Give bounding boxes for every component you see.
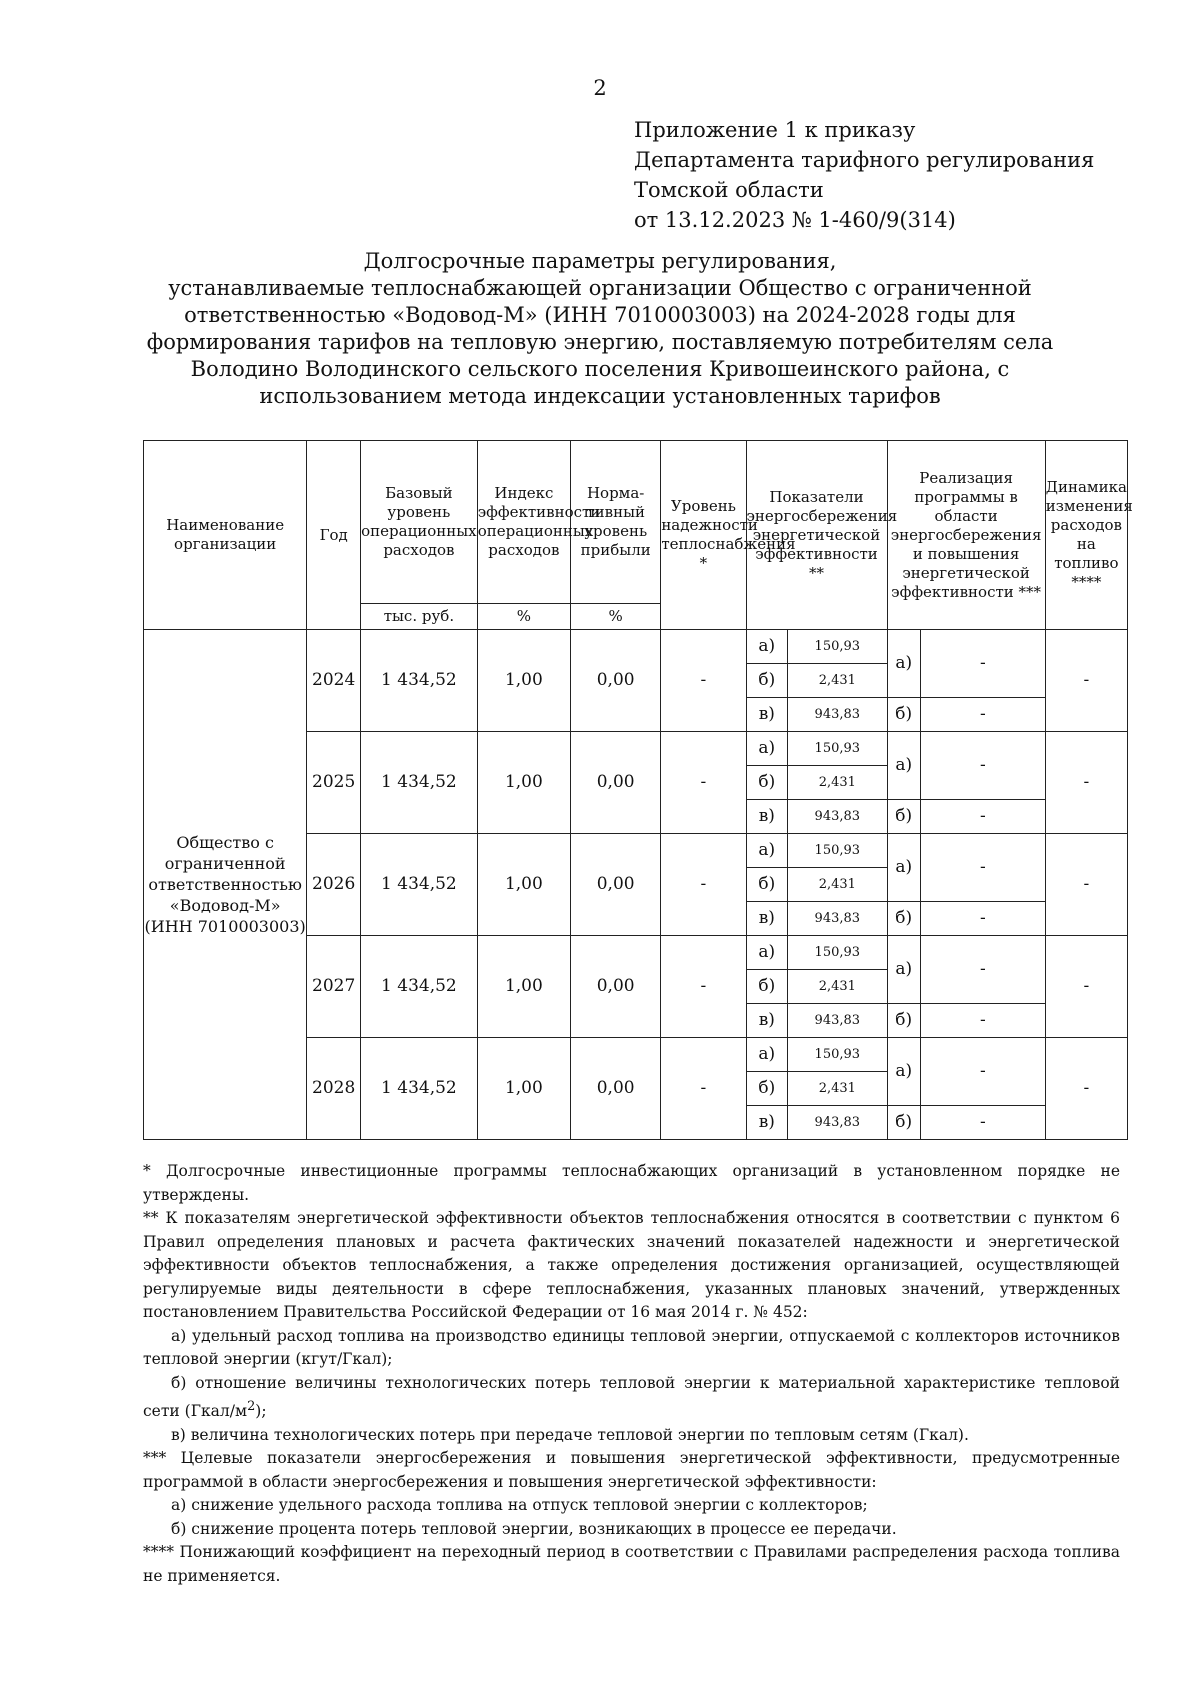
- header-index: Индекс эффективности операционных расходов: [477, 441, 570, 604]
- footnotes: [143, 1160, 1120, 1588]
- energy-key: б): [746, 1072, 788, 1106]
- program-key: б): [887, 698, 920, 732]
- year-cell: 2028: [307, 1038, 361, 1140]
- dynamics-cell: -: [1045, 732, 1127, 834]
- base-cell: 1 434,52: [361, 630, 478, 732]
- index-cell: 1,00: [477, 1038, 570, 1140]
- base-cell: 1 434,52: [361, 834, 478, 936]
- header-year: Год: [307, 441, 361, 630]
- program-key: а): [887, 1038, 920, 1106]
- program-key: а): [887, 834, 920, 902]
- footnote: **** Понижающий коэффициент на переходный период в соответствии с Правилами распределения расхода топлива не применяется.: [143, 1543, 1120, 1585]
- org-name: Общество с ограниченной ответственностью «Водовод-М» (ИНН 7010003003): [144, 630, 307, 1140]
- program-key: б): [887, 1004, 920, 1038]
- footnote-item: в) величина технологических потерь при передаче тепловой энергии по тепловым сетям (Гкал).: [171, 1425, 969, 1444]
- energy-key: б): [746, 970, 788, 1004]
- reliability-cell: -: [661, 630, 746, 732]
- energy-value: 150,93: [788, 732, 887, 766]
- index-cell: 1,00: [477, 936, 570, 1038]
- reliability-cell: -: [661, 936, 746, 1038]
- reliability-cell: -: [661, 732, 746, 834]
- program-value: -: [920, 800, 1045, 834]
- header-base: Базовый уровень операционных расходов: [361, 441, 478, 604]
- norm-cell: 0,00: [571, 732, 661, 834]
- year-cell: 2025: [307, 732, 361, 834]
- energy-value: 150,93: [788, 1038, 887, 1072]
- energy-value: 150,93: [788, 936, 887, 970]
- title-line: устанавливаемые теплоснабжающей организации Общество с ограниченной: [168, 276, 1032, 300]
- energy-key: а): [746, 1038, 788, 1072]
- energy-key: б): [746, 868, 788, 902]
- appendix-line: Томской области: [634, 178, 824, 202]
- program-value: -: [920, 902, 1045, 936]
- norm-cell: 0,00: [571, 1038, 661, 1140]
- program-key: а): [887, 732, 920, 800]
- index-cell: 1,00: [477, 732, 570, 834]
- program-key: б): [887, 1106, 920, 1140]
- program-value: -: [920, 936, 1045, 1004]
- program-value: -: [920, 630, 1045, 698]
- title-line: ответственностью «Водовод-М» (ИНН 7010003003) на 2024-2028 годы для: [184, 303, 1016, 327]
- program-value: -: [920, 732, 1045, 800]
- program-value: -: [920, 1004, 1045, 1038]
- document-title: [140, 248, 1060, 410]
- year-cell: 2027: [307, 936, 361, 1038]
- base-cell: 1 434,52: [361, 936, 478, 1038]
- header-norm: Норма-тивный уровень прибыли: [571, 441, 661, 604]
- header-reliability: Уровень надежности теплоснабжения *: [661, 441, 746, 630]
- title-line: Долгосрочные параметры регулирования,: [363, 249, 837, 273]
- energy-value: 943,83: [788, 902, 887, 936]
- energy-key: а): [746, 936, 788, 970]
- dynamics-cell: -: [1045, 834, 1127, 936]
- energy-key: а): [746, 630, 788, 664]
- energy-key: в): [746, 698, 788, 732]
- program-value: -: [920, 1038, 1045, 1106]
- footnote-item: б) снижение процента потерь тепловой энергии, возникающих в процессе ее передачи.: [171, 1519, 897, 1538]
- energy-value: 943,83: [788, 698, 887, 732]
- program-value: -: [920, 834, 1045, 902]
- appendix-header: [634, 115, 1094, 235]
- energy-value: 150,93: [788, 630, 887, 664]
- unit-base: тыс. руб.: [361, 604, 478, 630]
- norm-cell: 0,00: [571, 834, 661, 936]
- energy-value: 2,431: [788, 766, 887, 800]
- energy-value: 2,431: [788, 1072, 887, 1106]
- appendix-line: Департамента тарифного регулирования: [634, 148, 1095, 172]
- appendix-line: от 13.12.2023 № 1-460/9(314): [634, 208, 956, 232]
- header-dynamics: Динамика изменения расходов на топливо ****: [1045, 441, 1127, 630]
- energy-key: б): [746, 766, 788, 800]
- title-line: использованием метода индексации установленных тарифов: [259, 384, 941, 408]
- program-value: -: [920, 1106, 1045, 1140]
- program-key: а): [887, 936, 920, 1004]
- base-cell: 1 434,52: [361, 732, 478, 834]
- header-org: Наименование организации: [144, 441, 307, 630]
- energy-key: в): [746, 1004, 788, 1038]
- energy-value: 943,83: [788, 1106, 887, 1140]
- energy-value: 2,431: [788, 664, 887, 698]
- year-cell: 2024: [307, 630, 361, 732]
- footnote-item: а) снижение удельного расхода топлива на отпуск тепловой энергии с коллекторов;: [171, 1496, 868, 1515]
- program-key: б): [887, 902, 920, 936]
- unit-index: %: [477, 604, 570, 630]
- table-row: [144, 630, 1128, 664]
- dynamics-cell: -: [1045, 630, 1127, 732]
- program-value: -: [920, 698, 1045, 732]
- program-key: б): [887, 800, 920, 834]
- base-cell: 1 434,52: [361, 1038, 478, 1140]
- footnote-item: [143, 1372, 1120, 1424]
- title-line: формирования тарифов на тепловую энергию, поставляемую потребителям села: [146, 330, 1054, 354]
- energy-value: 943,83: [788, 1004, 887, 1038]
- program-key: а): [887, 630, 920, 698]
- header-energy: Показатели энергосбережения энергетической эффективности **: [746, 441, 887, 630]
- appendix-line: Приложение 1 к приказу: [634, 118, 916, 142]
- index-cell: 1,00: [477, 834, 570, 936]
- parameters-table: [143, 440, 1133, 1140]
- footnote-text: );: [255, 1402, 267, 1421]
- header-program: Реализация программы в области энергосбережения и повышения энергетической эффективности ***: [887, 441, 1045, 630]
- footnote-item: а) удельный расход топлива на производство единицы тепловой энергии, отпускаемой с коллекторов источников тепловой энергии (кгут/Гкал);: [143, 1326, 1120, 1368]
- superscript: 2: [247, 1399, 256, 1414]
- footnote: ** К показателям энергетической эффективности объектов теплоснабжения относятся в соответствии с пунктом 6 Правил определения плановых и расчета фактических значений показателей надежности и энергетической эффективности объектов теплоснабжения, а также определения достижения организацией, осуществляющей регулируемые виды деятельности в сфере теплоснабжения, указанных плановых значений, утвержденных постановлением Правительства Российской Федерации от 16 мая 2014 г. № 452:: [143, 1209, 1120, 1321]
- dynamics-cell: -: [1045, 1038, 1127, 1140]
- footnote: * Долгосрочные инвестиционные программы теплоснабжающих организаций в установленном порядке не утверждены.: [143, 1162, 1120, 1204]
- unit-norm: %: [571, 604, 661, 630]
- energy-key: в): [746, 902, 788, 936]
- norm-cell: 0,00: [571, 630, 661, 732]
- energy-value: 943,83: [788, 800, 887, 834]
- footnote: *** Целевые показатели энергосбережения и повышения энергетической эффективности, предусмотренные программой в области энергосбережения и повышения энергетической эффективности:: [143, 1449, 1120, 1491]
- energy-value: 150,93: [788, 834, 887, 868]
- reliability-cell: -: [661, 1038, 746, 1140]
- reliability-cell: -: [661, 834, 746, 936]
- norm-cell: 0,00: [571, 936, 661, 1038]
- energy-value: 2,431: [788, 970, 887, 1004]
- year-cell: 2026: [307, 834, 361, 936]
- energy-key: б): [746, 664, 788, 698]
- title-line: Володино Володинского сельского поселения Кривошеинского района, с: [190, 357, 1010, 381]
- energy-key: а): [746, 732, 788, 766]
- dynamics-cell: -: [1045, 936, 1127, 1038]
- energy-key: в): [746, 1106, 788, 1140]
- index-cell: 1,00: [477, 630, 570, 732]
- footnote-text: б) отношение величины технологических потерь тепловой энергии к материальной характеристике тепловой сети (Гкал/м: [143, 1373, 1120, 1421]
- page-number: 2: [593, 76, 607, 100]
- energy-key: в): [746, 800, 788, 834]
- energy-key: а): [746, 834, 788, 868]
- energy-value: 2,431: [788, 868, 887, 902]
